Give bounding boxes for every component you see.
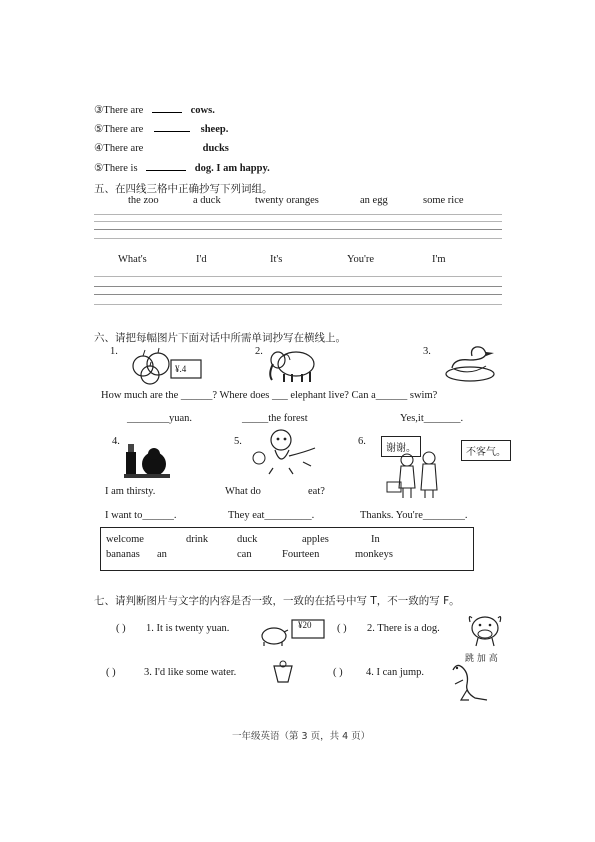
prompt-text: What do xyxy=(225,486,261,497)
phrase: twenty oranges xyxy=(255,195,319,206)
item-row: ④There are ducks xyxy=(94,143,229,154)
pic-number: 3. xyxy=(423,346,431,357)
prompt-text: eat? xyxy=(308,486,325,497)
writing-line[interactable] xyxy=(94,276,502,277)
writing-line[interactable] xyxy=(94,214,502,215)
pig-money-picture xyxy=(258,614,328,648)
answer-paren[interactable]: ( ) xyxy=(333,667,343,678)
word-option: bananas xyxy=(106,549,140,560)
answer-blank[interactable]: Thanks. You're________. xyxy=(360,510,468,521)
word-option: apples xyxy=(302,534,329,545)
phrase: some rice xyxy=(423,195,464,206)
statement: 2. There is a dog. xyxy=(367,623,440,634)
price-tag: ¥.4 xyxy=(175,364,187,374)
elephant-picture xyxy=(262,346,322,384)
writing-line[interactable] xyxy=(94,286,502,287)
picture-label: 跳 加 高 xyxy=(465,654,498,664)
pic-number: 4. xyxy=(112,436,120,447)
kangaroo-picture xyxy=(445,660,495,704)
phrase: an egg xyxy=(360,195,388,206)
writing-line[interactable] xyxy=(94,304,502,305)
writing-line[interactable] xyxy=(94,229,502,230)
pic-number: 5. xyxy=(234,436,242,447)
statement: 4. I can jump. xyxy=(366,667,425,678)
phrase: It's xyxy=(270,254,283,265)
drinks-picture xyxy=(122,436,174,480)
people-picture xyxy=(385,452,465,500)
word-option: can xyxy=(237,549,252,560)
answer-blank[interactable]: _____the forest xyxy=(242,413,308,424)
word-option: welcome xyxy=(106,534,144,545)
phrase: You're xyxy=(347,254,375,265)
statement: 3. I'd like some water. xyxy=(144,667,237,678)
section5-title: 五、在四线三格中正确抄写下列词组。 xyxy=(94,183,273,195)
word-option: drink xyxy=(186,534,209,545)
cow-picture xyxy=(466,612,504,648)
writing-line[interactable] xyxy=(94,294,502,295)
phrase: What's xyxy=(118,254,147,265)
cup-picture xyxy=(270,660,296,686)
phrase: the zoo xyxy=(128,195,159,206)
answer-blank[interactable]: They eat_________. xyxy=(228,510,315,521)
item-row: ③There are cows. xyxy=(94,105,215,116)
pic-number: 6. xyxy=(358,436,366,447)
word-option: monkeys xyxy=(355,549,393,560)
apples-picture xyxy=(125,346,205,386)
writing-line[interactable] xyxy=(94,221,502,222)
answer-blank[interactable]: Yes,it_______. xyxy=(400,413,464,424)
writing-line[interactable] xyxy=(94,238,502,239)
answer-paren[interactable]: ( ) xyxy=(116,623,126,634)
speech-bubble: 不客气。 xyxy=(461,440,511,461)
section7-title: 七、请判断图片与文字的内容是否一致，一致的在括号中写 T，不一致的写 F。 xyxy=(94,595,460,607)
item-row: ⑤There is dog. I am happy. xyxy=(94,163,270,174)
answer-blank[interactable]: ________yuan. xyxy=(127,413,193,424)
statement: 1. It is twenty yuan. xyxy=(146,623,230,634)
pic-number: 2. xyxy=(255,346,263,357)
monkey-picture xyxy=(245,428,323,476)
section6-title: 六、请把每幅图片下面对话中所需单词抄写在横线上。 xyxy=(94,332,346,344)
word-option: Fourteen xyxy=(282,549,320,560)
page-footer: 一年级英语（第 3 页，共 4 页） xyxy=(232,731,371,742)
answer-blank[interactable]: I want to______. xyxy=(105,510,177,521)
word-option: duck xyxy=(237,534,258,545)
speech-bubble: 谢谢。 xyxy=(381,436,421,457)
word-option: an xyxy=(157,549,167,560)
word-option: In xyxy=(371,534,380,545)
price-tag: ¥20 xyxy=(298,620,312,630)
prompt-text: I am thirsty. xyxy=(105,486,156,497)
phrase: I'm xyxy=(432,254,446,265)
answer-paren[interactable]: ( ) xyxy=(106,667,116,678)
phrase: a duck xyxy=(193,195,221,206)
question-row-1: How much are the ______? Where does ___ elephant live? Can a______ swim? xyxy=(101,390,438,401)
item-row: ⑤There are sheep. xyxy=(94,124,229,135)
answer-paren[interactable]: ( ) xyxy=(337,623,347,634)
pic-number: 1. xyxy=(110,346,118,357)
duck-picture xyxy=(440,344,500,384)
phrase: I'd xyxy=(196,254,207,265)
